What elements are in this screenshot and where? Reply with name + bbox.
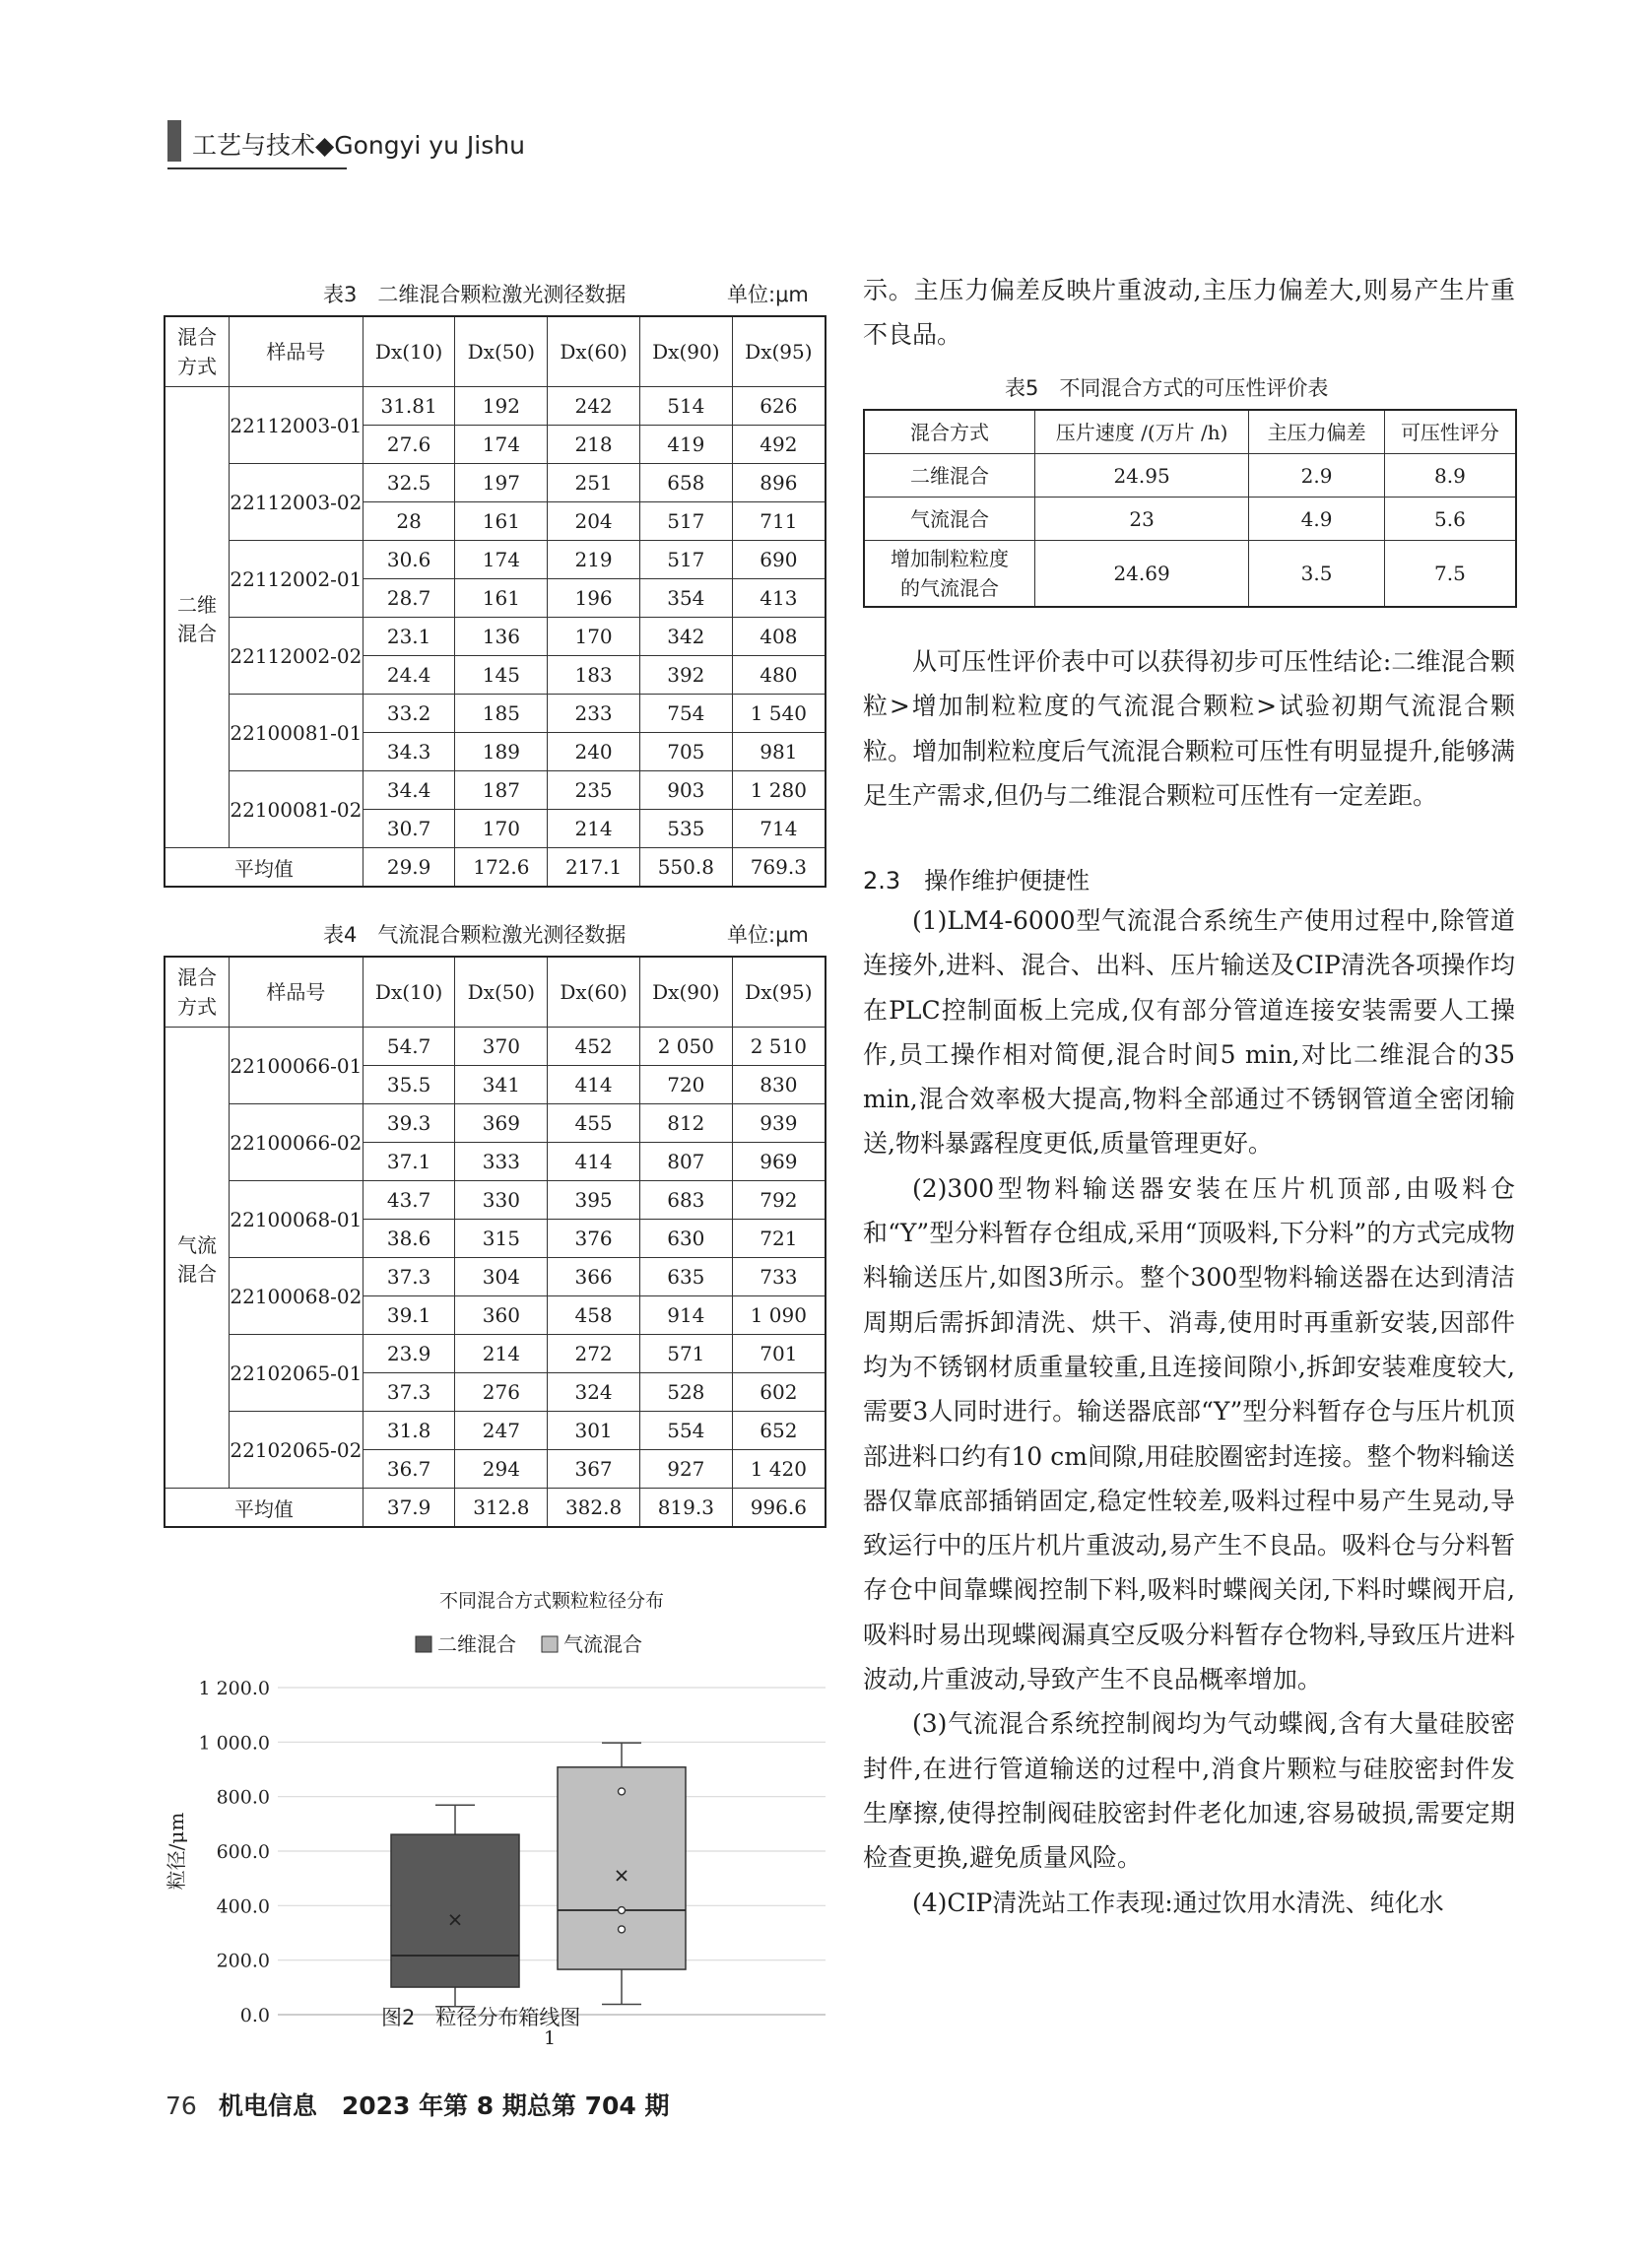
value-cell: 701 (732, 1335, 826, 1373)
value-cell: 196 (548, 579, 640, 618)
table-row (165, 1104, 826, 1143)
value-cell: 145 (455, 656, 548, 695)
value-cell: 720 (639, 1066, 732, 1104)
page-number: 76 (165, 2091, 197, 2120)
value-cell: 气流混合 (864, 498, 1034, 541)
box-1 (558, 1767, 686, 1969)
sample-id: 22112003-01 (230, 387, 363, 464)
sample-id: 22112002-02 (230, 618, 363, 695)
value-cell: 333 (455, 1143, 548, 1181)
paragraph-3: (3)气流混合系统控制阀均为气动蝶阀,含有大量硅胶密封件,在进行管道输送的过程中,消食片颗粒与硅胶密封件发生摩擦,使得控制阀硅胶密封件老化加速,容易破损,需要定期检查更换,避免质量风险。 (863, 1709, 1515, 1873)
journal-info: 机电信息 2023 年第 8 期总第 704 期 (218, 2091, 670, 2120)
sample-id: 22112003-02 (230, 464, 363, 541)
value-cell: 571 (639, 1335, 732, 1373)
value-cell: 37.3 (363, 1258, 455, 1296)
value-cell: 392 (639, 656, 732, 695)
value-cell: 24.95 (1034, 454, 1248, 498)
group-label: 二维 混合 (165, 387, 230, 848)
value-cell: 31.81 (363, 387, 455, 426)
header-cell: 混合 方式 (165, 316, 230, 387)
value-cell: 24.69 (1034, 541, 1248, 608)
value-cell: 294 (455, 1450, 548, 1489)
value-cell: 683 (639, 1181, 732, 1220)
y-tick-label: 1 000.0 (198, 1732, 270, 1755)
value-cell: 28 (363, 502, 455, 541)
value-cell: 528 (639, 1373, 732, 1412)
average-value: 550.8 (639, 848, 732, 888)
value-cell: 480 (732, 656, 826, 695)
value-cell: 367 (548, 1450, 640, 1489)
value-cell: 602 (732, 1373, 826, 1412)
header-cell: 压片速度 /(万片 /h) (1034, 410, 1248, 454)
box-0 (391, 1834, 519, 1987)
value-cell: 197 (455, 464, 548, 502)
value-cell: 1 280 (732, 771, 826, 810)
header-cell: Dx(50) (455, 957, 548, 1028)
average-label: 平均值 (165, 1489, 363, 1528)
table3-caption: 表3 二维混合颗粒激光测径数据 (323, 283, 627, 306)
value-cell: 969 (732, 1143, 826, 1181)
value-cell: 31.8 (363, 1412, 455, 1450)
value-cell: 2.9 (1249, 454, 1385, 498)
value-cell: 452 (548, 1028, 640, 1066)
value-cell: 32.5 (363, 464, 455, 502)
value-cell: 183 (548, 656, 640, 695)
value-cell: 903 (639, 771, 732, 810)
sample-id: 22102065-01 (230, 1335, 363, 1412)
group-label: 气流 混合 (165, 1028, 230, 1489)
value-cell: 733 (732, 1258, 826, 1296)
value-cell: 192 (455, 387, 548, 426)
header-section-title: 工艺与技术◆Gongyi yu Jishu (192, 131, 525, 160)
header-cell: Dx(10) (363, 316, 455, 387)
data-point (619, 1788, 626, 1795)
value-cell: 38.6 (363, 1220, 455, 1258)
legend-label: 气流混合 (563, 1632, 642, 1656)
value-cell: 341 (455, 1066, 548, 1104)
average-value: 312.8 (455, 1489, 548, 1528)
value-cell: 1 540 (732, 695, 826, 733)
paragraph-4: (4)CIP清洗站工作表现:通过饮用水清洗、纯化水 (912, 1888, 1444, 1917)
header-cell: Dx(60) (548, 316, 640, 387)
value-cell: 376 (548, 1220, 640, 1258)
paragraph-2: (2)300型物料输送器安装在压片机顶部,由吸料仓和“Y”型分料暂存仓组成,采用“顶吸料,下分料”的方式完成物料输送压片,如图3所示。整个300型物料输送器在达到清洁周期后需拆卸清洗、烘干、消毒,使用时再重新安装,因部件均为不锈钢材质重量较重,且连接间隙小,拆卸安装难度较大,需要3人同时进行。输送器底部“Y”型分料暂存仓与压片机顶部进料口约有10 cm间隙,用硅胶圈密封连接。整个物料输送器仅靠底部插销固定,稳定性较差,吸料过程中易产生晃动,导致运行中的压片机片重波动,易产生不良品。吸料仓与分料暂存仓中间靠蝶阀控制下料,吸料时蝶阀关闭,下料时蝶阀开启,吸料时易出现蝶阀漏真空反吸分料暂存仓物料,导致压片进料波动,片重波动,导致产生不良品概率增加。 (863, 1173, 1515, 1694)
value-cell: 34.3 (363, 733, 455, 771)
table-row (165, 1258, 826, 1296)
table5-caption: 表5 不同混合方式的可压性评价表 (1005, 376, 1329, 400)
paragraph-top: 示。主压力偏差反映片重波动,主压力偏差大,则易产生片重不良品。 (863, 276, 1515, 350)
value-cell: 185 (455, 695, 548, 733)
value-cell: 33.2 (363, 695, 455, 733)
value-cell: 658 (639, 464, 732, 502)
header-cell: Dx(10) (363, 957, 455, 1028)
table4-unit: 单位:μm (727, 923, 809, 947)
value-cell: 517 (639, 502, 732, 541)
legend-swatch (542, 1636, 558, 1652)
header-cell: Dx(50) (455, 316, 548, 387)
y-axis-label: 粒径/μm (165, 1812, 188, 1891)
value-cell: 161 (455, 579, 548, 618)
value-cell: 2 510 (732, 1028, 826, 1066)
value-cell: 247 (455, 1412, 548, 1450)
value-cell: 37.3 (363, 1373, 455, 1412)
value-cell: 301 (548, 1412, 640, 1450)
header-rule (167, 167, 347, 169)
table5 (863, 409, 1517, 608)
value-cell: 23.9 (363, 1335, 455, 1373)
value-cell: 419 (639, 426, 732, 464)
average-label: 平均值 (165, 848, 363, 888)
value-cell: 170 (455, 810, 548, 848)
value-cell: 5.6 (1384, 498, 1516, 541)
value-cell: 939 (732, 1104, 826, 1143)
table-row (165, 541, 826, 579)
header-cell: Dx(90) (639, 957, 732, 1028)
chart-background (213, 1581, 827, 1990)
value-cell: 360 (455, 1296, 548, 1335)
value-cell: 330 (455, 1181, 548, 1220)
sample-id: 22100066-01 (230, 1028, 363, 1104)
y-tick-label: 400.0 (216, 1895, 270, 1918)
value-cell: 413 (732, 579, 826, 618)
average-row (165, 848, 826, 888)
value-cell: 342 (639, 618, 732, 656)
average-value: 29.9 (363, 848, 455, 888)
value-cell: 30.6 (363, 541, 455, 579)
value-cell: 43.7 (363, 1181, 455, 1220)
value-cell: 492 (732, 426, 826, 464)
header-cell: Dx(60) (548, 957, 640, 1028)
value-cell: 35.5 (363, 1066, 455, 1104)
average-value: 217.1 (548, 848, 640, 888)
table-row (165, 1028, 826, 1066)
value-cell: 54.7 (363, 1028, 455, 1066)
table-row (165, 1335, 826, 1373)
value-cell: 807 (639, 1143, 732, 1181)
value-cell: 161 (455, 502, 548, 541)
value-cell: 395 (548, 1181, 640, 1220)
value-cell: 414 (548, 1066, 640, 1104)
sample-id: 22100068-02 (230, 1258, 363, 1335)
table4 (164, 956, 826, 1528)
header-cell: 样品号 (230, 957, 363, 1028)
header-cell: 可压性评分 (1384, 410, 1516, 454)
header-cell: Dx(90) (639, 316, 732, 387)
value-cell: 170 (548, 618, 640, 656)
value-cell: 927 (639, 1450, 732, 1489)
y-tick-label: 800.0 (216, 1786, 270, 1809)
value-cell: 增加制粒粒度 的气流混合 (864, 541, 1034, 608)
value-cell: 981 (732, 733, 826, 771)
y-tick-label: 200.0 (216, 1950, 270, 1972)
sample-id: 22100081-01 (230, 695, 363, 771)
sample-id: 22112002-01 (230, 541, 363, 618)
value-cell: 369 (455, 1104, 548, 1143)
value-cell: 514 (639, 387, 732, 426)
sample-id: 22100068-01 (230, 1181, 363, 1258)
table-row (165, 387, 826, 426)
legend-label: 二维混合 (437, 1632, 516, 1656)
legend-swatch (416, 1636, 431, 1652)
value-cell: 370 (455, 1028, 548, 1066)
data-point (619, 1907, 626, 1914)
value-cell: 242 (548, 387, 640, 426)
average-value: 769.3 (732, 848, 826, 888)
value-cell: 315 (455, 1220, 548, 1258)
value-cell: 366 (548, 1258, 640, 1296)
value-cell: 2 050 (639, 1028, 732, 1066)
value-cell: 187 (455, 771, 548, 810)
value-cell: 214 (548, 810, 640, 848)
value-cell: 535 (639, 810, 732, 848)
value-cell: 218 (548, 426, 640, 464)
value-cell: 23.1 (363, 618, 455, 656)
value-cell: 914 (639, 1296, 732, 1335)
value-cell: 28.7 (363, 579, 455, 618)
value-cell: 324 (548, 1373, 640, 1412)
value-cell: 354 (639, 579, 732, 618)
average-value: 172.6 (455, 848, 548, 888)
value-cell: 1 090 (732, 1296, 826, 1335)
value-cell: 705 (639, 733, 732, 771)
table-row (165, 1181, 826, 1220)
table-row (864, 498, 1516, 541)
data-point (619, 1926, 626, 1933)
value-cell: 721 (732, 1220, 826, 1258)
value-cell: 30.7 (363, 810, 455, 848)
value-cell: 214 (455, 1335, 548, 1373)
value-cell: 458 (548, 1296, 640, 1335)
value-cell: 34.4 (363, 771, 455, 810)
paragraph-1: (1)LM4-6000型气流混合系统生产使用过程中,除管道连接外,进料、混合、出料、压片输送及CIP清洗各项操作均在PLC控制面板上完成,仅有部分管道连接安装需要人工操作,员工操作相对简便,混合时间5 min,对比二维混合的35 min,混合效率极大提高,物料全部通过不锈钢管道全密闭输送,物料暴露程度更低,质量管理更好。 (863, 906, 1515, 1159)
value-cell: 635 (639, 1258, 732, 1296)
value-cell: 174 (455, 541, 548, 579)
value-cell: 792 (732, 1181, 826, 1220)
table3-unit: 单位:μm (727, 283, 809, 306)
value-cell: 219 (548, 541, 640, 579)
average-row (165, 1489, 826, 1528)
table-row (165, 464, 826, 502)
value-cell: 27.6 (363, 426, 455, 464)
sample-id: 22102065-02 (230, 1412, 363, 1489)
value-cell: 39.3 (363, 1104, 455, 1143)
value-cell: 455 (548, 1104, 640, 1143)
table4-caption: 表4 气流混合颗粒激光测径数据 (323, 923, 627, 947)
page-footer (165, 2087, 670, 2122)
average-value: 819.3 (639, 1489, 732, 1528)
value-cell: 652 (732, 1412, 826, 1450)
header-cell: 样品号 (230, 316, 363, 387)
header-cell: 主压力偏差 (1249, 410, 1385, 454)
value-cell: 4.9 (1249, 498, 1385, 541)
value-cell: 414 (548, 1143, 640, 1181)
value-cell: 517 (639, 541, 732, 579)
y-tick-label: 0.0 (239, 2005, 270, 2026)
value-cell: 711 (732, 502, 826, 541)
sample-id: 22100066-02 (230, 1104, 363, 1181)
value-cell: 830 (732, 1066, 826, 1104)
value-cell: 408 (732, 618, 826, 656)
value-cell: 896 (732, 464, 826, 502)
value-cell: 7.5 (1384, 541, 1516, 608)
body-paragraphs (863, 898, 1515, 1925)
value-cell: 174 (455, 426, 548, 464)
value-cell: 235 (548, 771, 640, 810)
value-cell: 626 (732, 387, 826, 426)
y-tick-label: 1 200.0 (198, 1678, 270, 1699)
average-value: 37.9 (363, 1489, 455, 1528)
value-cell: 240 (548, 733, 640, 771)
value-cell: 3.5 (1249, 541, 1385, 608)
value-cell: 23 (1034, 498, 1248, 541)
header-cell: Dx(95) (732, 957, 826, 1028)
value-cell: 630 (639, 1220, 732, 1258)
average-value: 996.6 (732, 1489, 826, 1528)
value-cell: 136 (455, 618, 548, 656)
value-cell: 690 (732, 541, 826, 579)
value-cell: 39.1 (363, 1296, 455, 1335)
section-heading: 2.3 操作维护便捷性 (863, 867, 1090, 895)
value-cell: 714 (732, 810, 826, 848)
value-cell: 1 420 (732, 1450, 826, 1489)
header-bar (167, 120, 181, 162)
table-row (165, 771, 826, 810)
value-cell: 304 (455, 1258, 548, 1296)
value-cell: 189 (455, 733, 548, 771)
value-cell: 272 (548, 1335, 640, 1373)
value-cell: 276 (455, 1373, 548, 1412)
header-cell: Dx(95) (732, 316, 826, 387)
value-cell: 二维混合 (864, 454, 1034, 498)
chart-title: 不同混合方式颗粒粒径分布 (438, 1590, 665, 1612)
value-cell: 754 (639, 695, 732, 733)
table-row (165, 1412, 826, 1450)
table3 (164, 315, 826, 888)
table-row (165, 695, 826, 733)
sample-id: 22100081-02 (230, 771, 363, 848)
average-value: 382.8 (548, 1489, 640, 1528)
value-cell: 36.7 (363, 1450, 455, 1489)
value-cell: 37.1 (363, 1143, 455, 1181)
x-tick-label: 1 (543, 2027, 557, 2049)
table-row (864, 541, 1516, 608)
table-row (165, 618, 826, 656)
value-cell: 554 (639, 1412, 732, 1450)
table-row (864, 454, 1516, 498)
figure2-caption: 图2 粒径分布箱线图 (381, 2006, 581, 2029)
value-cell: 8.9 (1384, 454, 1516, 498)
y-tick-label: 600.0 (216, 1841, 270, 1863)
value-cell: 24.4 (363, 656, 455, 695)
value-cell: 251 (548, 464, 640, 502)
value-cell: 233 (548, 695, 640, 733)
header-cell: 混合 方式 (165, 957, 230, 1028)
value-cell: 812 (639, 1104, 732, 1143)
value-cell: 204 (548, 502, 640, 541)
header-cell: 混合方式 (864, 410, 1034, 454)
paragraph-conclusion: 从可压性评价表中可以获得初步可压性结论:二维混合颗粒>增加制粒粒度的气流混合颗粒>试验初期气流混合颗粒。增加制粒粒度后气流混合颗粒可压性有明显提升,能够满足生产需求,但仍与二维混合颗粒可压性有一定差距。 (863, 647, 1515, 810)
